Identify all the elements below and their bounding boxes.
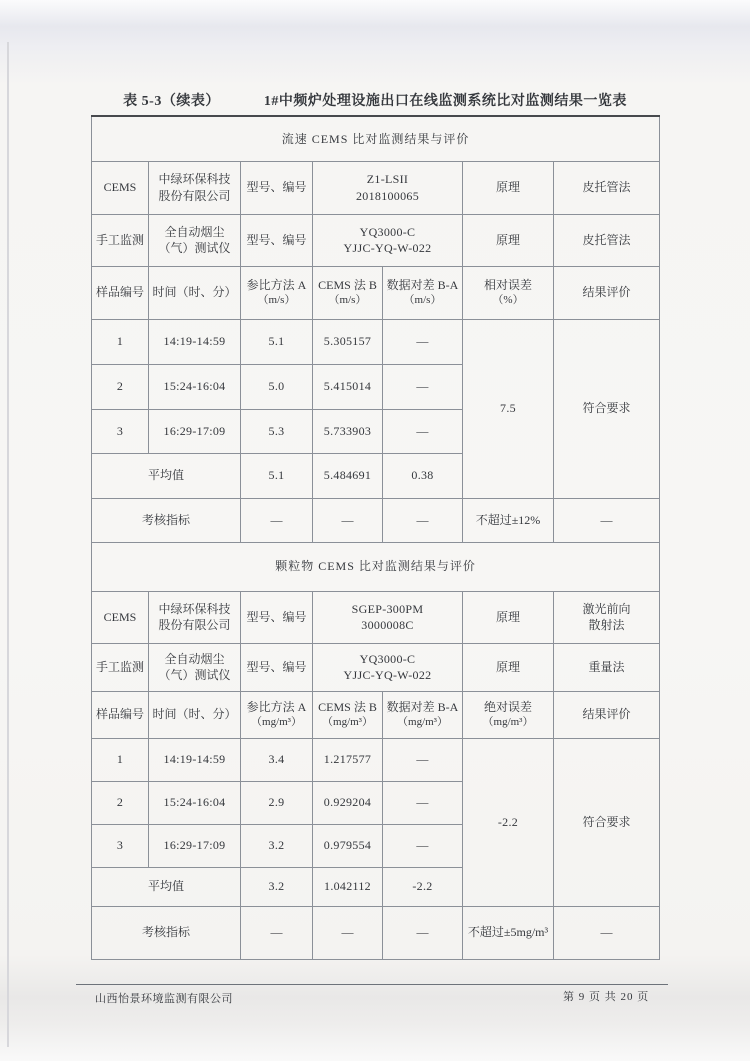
pm-column-header-row [92, 691, 660, 738]
equipment-name [149, 643, 241, 691]
col-result: 结果评价 [554, 266, 660, 319]
sample-time: 15:24-16:04 [149, 364, 241, 409]
equipment-type: 手工监测 [92, 643, 149, 691]
flow-column-header-row [92, 266, 660, 319]
principle-value: 皮托管法 [554, 214, 660, 266]
principle-label: 原理 [463, 591, 554, 643]
ref-value: 5.1 [241, 319, 313, 364]
principle-line1: 激光前向 [582, 601, 631, 616]
equipment-name-line1: 全自动烟尘 [164, 224, 225, 239]
cems-value: 5.415014 [313, 364, 383, 409]
assessment-label: 考核指标 [92, 906, 241, 959]
model-line1: SGEP-300PM [351, 601, 424, 616]
model-value [313, 161, 463, 214]
equipment-type: CEMS [92, 161, 149, 214]
flow-section-header-row [92, 116, 660, 161]
relative-error-value: 7.5 [463, 319, 554, 498]
col-cems-method: CEMS 法 B （mg/m³） [313, 691, 383, 738]
pm-section-header-row [92, 542, 660, 591]
table-row [92, 738, 660, 781]
ref-value: 2.9 [241, 781, 313, 824]
equipment-name [149, 161, 241, 214]
average-ref: 5.1 [241, 453, 313, 498]
principle-value [554, 591, 660, 643]
assessment-result: — [554, 906, 660, 959]
ref-value: 3.4 [241, 738, 313, 781]
assessment-cems: — [313, 906, 383, 959]
model-label: 型号、编号 [241, 214, 313, 266]
sample-time: 14:19-14:59 [149, 319, 241, 364]
cems-value: 5.733903 [313, 409, 383, 453]
scan-edge-artifact [7, 42, 9, 1047]
equipment-name [149, 214, 241, 266]
diff-value: — [383, 409, 463, 453]
assessment-row [92, 498, 660, 542]
result-value: 符合要求 [554, 738, 660, 906]
model-line2: YJJC-YQ-W-022 [343, 241, 432, 255]
principle-label: 原理 [463, 161, 554, 214]
model-line2: 3000008C [361, 618, 414, 632]
model-line1: Z1-LSII [366, 172, 409, 187]
cems-value: 0.929204 [313, 781, 383, 824]
cems-value: 0.979554 [313, 824, 383, 867]
equipment-name-line1: 中绿环保科技 [158, 172, 231, 187]
average-label: 平均值 [92, 867, 241, 906]
diff-value: — [383, 364, 463, 409]
equipment-type: CEMS [92, 591, 149, 643]
principle-label: 原理 [463, 214, 554, 266]
average-label: 平均值 [92, 453, 241, 498]
assessment-ref: — [241, 498, 313, 542]
sample-no: 3 [92, 824, 149, 867]
ref-value: 5.3 [241, 409, 313, 453]
col-time: 时间（时、分） [149, 691, 241, 738]
table-label: 表 5-3（续表） [123, 94, 220, 109]
col-time: 时间（时、分） [149, 266, 241, 319]
cems-value: 5.305157 [313, 319, 383, 364]
model-line1: YQ3000-C [359, 651, 416, 666]
sample-no: 1 [92, 738, 149, 781]
col-cems-method: CEMS 法 B （m/s） [313, 266, 383, 319]
table-row [92, 319, 660, 364]
diff-value: — [383, 738, 463, 781]
principle-value: 皮托管法 [554, 161, 660, 214]
model-value [313, 591, 463, 643]
average-diff: -2.2 [383, 867, 463, 906]
average-cems: 5.484691 [313, 453, 383, 498]
page-title [0, 90, 750, 110]
equipment-name-line2: （气）测试仪 [158, 668, 231, 682]
average-cems: 1.042112 [313, 867, 383, 906]
flow-section-title: 流速 CEMS 比对监测结果与评价 [92, 116, 660, 161]
flow-manual-equipment-row [92, 214, 660, 266]
principle-value: 重量法 [554, 643, 660, 691]
col-sample-no: 样品编号 [92, 691, 149, 738]
model-label: 型号、编号 [241, 161, 313, 214]
equipment-name-line1: 中绿环保科技 [158, 601, 231, 616]
col-absolute-error: 绝对误差 （mg/m³） [463, 691, 554, 738]
principle-label: 原理 [463, 643, 554, 691]
table-title: 1#中频炉处理设施出口在线监测系统比对监测结果一览表 [263, 94, 627, 109]
assessment-diff: — [383, 498, 463, 542]
model-line1: YQ3000-C [359, 224, 416, 239]
equipment-name-line1: 全自动烟尘 [164, 651, 225, 666]
absolute-error-value: -2.2 [463, 738, 554, 906]
sample-no: 3 [92, 409, 149, 453]
col-ref-method: 参比方法 A （mg/m³） [241, 691, 313, 738]
assessment-limit: 不超过±12% [463, 498, 554, 542]
equipment-name-line2: （气）测试仪 [158, 241, 231, 255]
equipment-type: 手工监测 [92, 214, 149, 266]
model-line2: 2018100065 [356, 188, 419, 203]
sample-time: 15:24-16:04 [149, 781, 241, 824]
equipment-name [149, 591, 241, 643]
equipment-name-line2: 股份有限公司 [158, 188, 231, 203]
sample-time: 14:19-14:59 [149, 738, 241, 781]
ref-value: 3.2 [241, 824, 313, 867]
average-ref: 3.2 [241, 867, 313, 906]
sample-time: 16:29-17:09 [149, 824, 241, 867]
comparison-results-table [91, 115, 660, 960]
col-result: 结果评价 [554, 691, 660, 738]
assessment-row [92, 906, 660, 959]
assessment-cems: — [313, 498, 383, 542]
col-data-diff: 数据对差 B-A （m/s） [383, 266, 463, 319]
col-ref-method: 参比方法 A （m/s） [241, 266, 313, 319]
pm-manual-equipment-row [92, 643, 660, 691]
model-value [313, 214, 463, 266]
pm-cems-equipment-row [92, 591, 660, 643]
model-value [313, 643, 463, 691]
sample-no: 1 [92, 319, 149, 364]
col-relative-error: 相对误差 （%） [463, 266, 554, 319]
flow-cems-equipment-row [92, 161, 660, 214]
assessment-result: — [554, 498, 660, 542]
principle-line2: 散射法 [588, 618, 625, 632]
assessment-ref: — [241, 906, 313, 959]
cems-value: 1.217577 [313, 738, 383, 781]
sample-time: 16:29-17:09 [149, 409, 241, 453]
sample-no: 2 [92, 364, 149, 409]
model-label: 型号、编号 [241, 591, 313, 643]
ref-value: 5.0 [241, 364, 313, 409]
col-sample-no: 样品编号 [92, 266, 149, 319]
diff-value: — [383, 319, 463, 364]
assessment-diff: — [383, 906, 463, 959]
model-label: 型号、编号 [241, 643, 313, 691]
pm-section-title: 颗粒物 CEMS 比对监测结果与评价 [92, 542, 660, 591]
col-data-diff: 数据对差 B-A （mg/m³） [383, 691, 463, 738]
footer-divider [76, 984, 668, 985]
equipment-name-line2: 股份有限公司 [158, 618, 231, 632]
sample-no: 2 [92, 781, 149, 824]
footer-company: 山西怡景环境监测有限公司 [95, 993, 233, 1005]
average-diff: 0.38 [383, 453, 463, 498]
diff-value: — [383, 781, 463, 824]
assessment-limit: 不超过±5mg/m³ [463, 906, 554, 959]
footer-page-number: 第 9 页 共 20 页 [563, 991, 650, 1003]
diff-value: — [383, 824, 463, 867]
assessment-label: 考核指标 [92, 498, 241, 542]
model-line2: YJJC-YQ-W-022 [343, 668, 432, 682]
result-value: 符合要求 [554, 319, 660, 498]
